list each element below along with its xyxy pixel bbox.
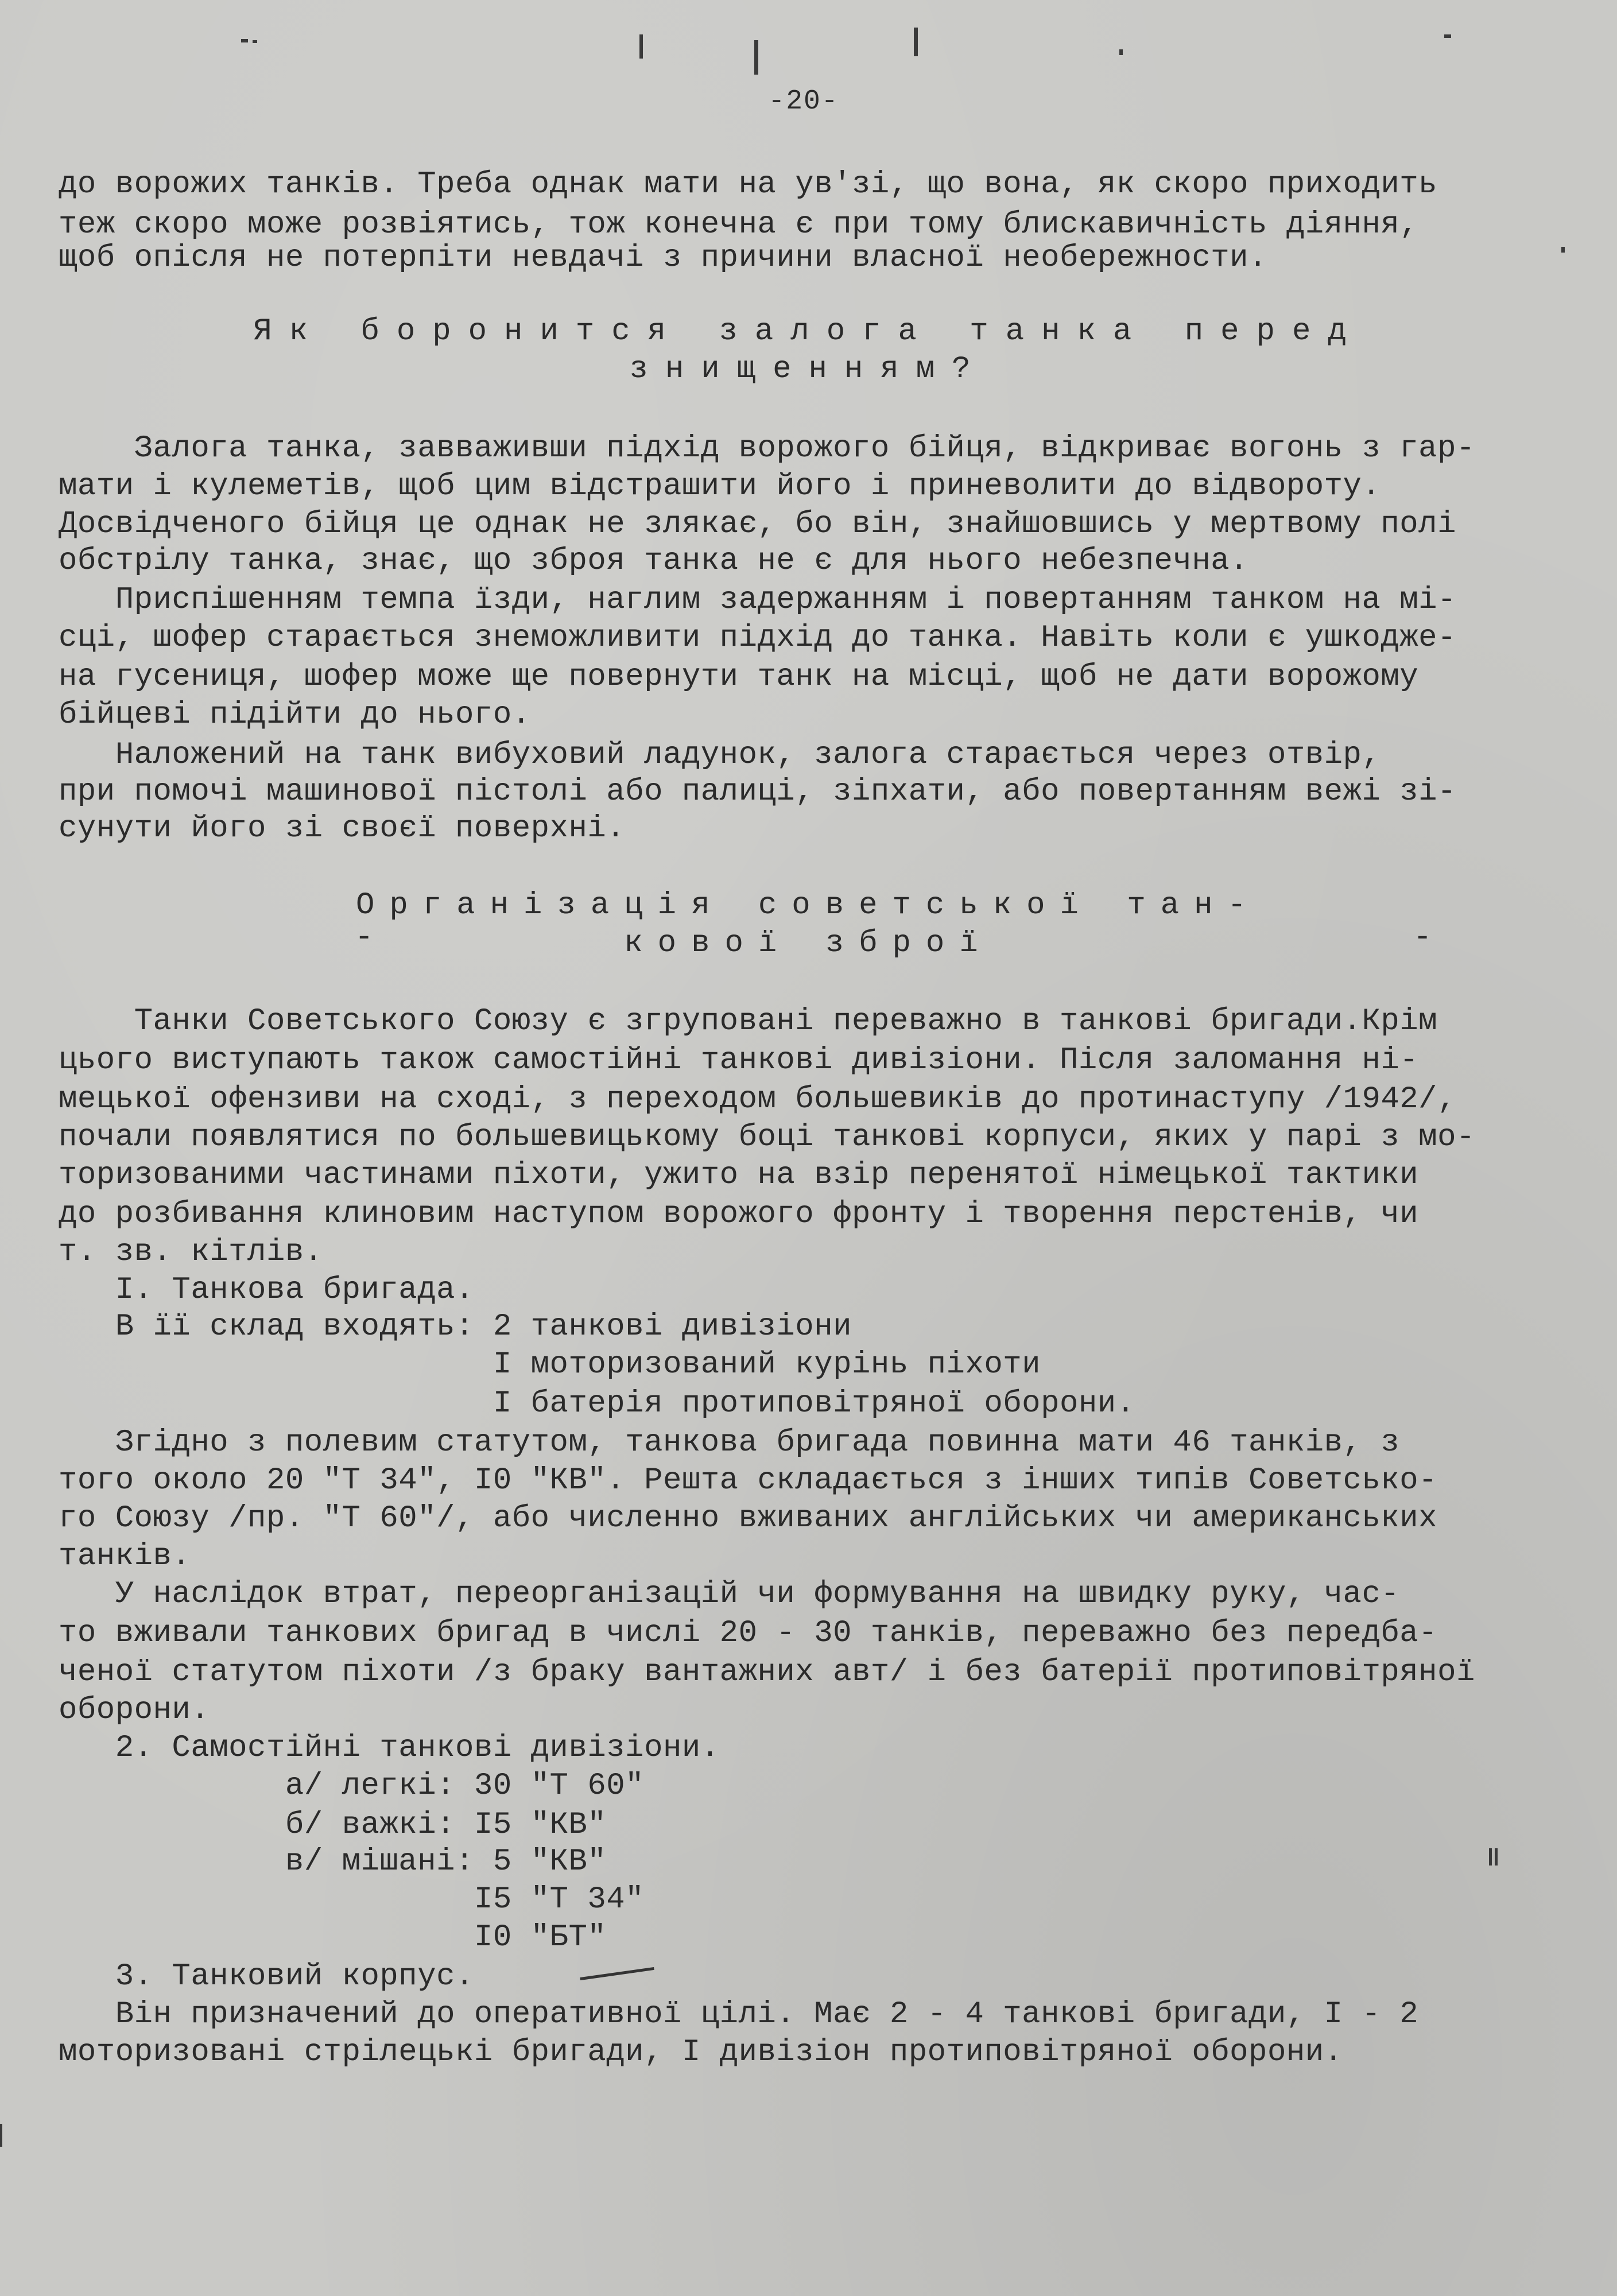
text-line: т. зв. кітлів. bbox=[59, 1235, 323, 1270]
stray-mark bbox=[754, 40, 758, 75]
text-line: Досвідченого бійця це однак не злякає, бо він, знайшовшись у мертвому полі bbox=[59, 507, 1456, 542]
stray-mark bbox=[1495, 1848, 1498, 1865]
text-line: то вживали танкових бригад в числі 20 - 30 танків, переважно без передба- bbox=[59, 1616, 1438, 1651]
stray-mark bbox=[914, 28, 918, 56]
text-line: бійцеві підійти до нього. bbox=[59, 697, 531, 732]
text-line: б/ важкі: I5 "КВ" bbox=[59, 1808, 607, 1843]
text-line: теж скоро може розвіятись, тож конечна є при тому блискавичність діяння, bbox=[59, 207, 1419, 242]
text-line: оборони. bbox=[59, 1693, 210, 1728]
text-line: в/ мішані: 5 "КВ" bbox=[59, 1844, 607, 1879]
text-line: на гусениця, шофер може ще повернути танк на місці, щоб не дати ворожому bbox=[59, 660, 1419, 695]
section-title: знищенням? bbox=[629, 352, 988, 387]
stray-mark bbox=[1561, 247, 1565, 253]
stray-mark bbox=[639, 34, 643, 59]
text-line: В її склад входять: 2 танкові дивізіони bbox=[59, 1309, 852, 1344]
heading-dash: - bbox=[355, 920, 374, 955]
text-line: торизованими частинами піхоти, ужито на взір перенятої німецької тактики bbox=[59, 1158, 1419, 1193]
text-line: 3. Танковий корпус. bbox=[59, 1959, 474, 1994]
stray-mark bbox=[0, 2124, 2, 2147]
text-line: Наложений на танк вибуховий ладунок, залога старається через отвір, bbox=[59, 738, 1381, 773]
stray-mark bbox=[241, 39, 248, 42]
text-line: I0 "БТ" bbox=[59, 1920, 607, 1955]
stray-mark bbox=[1119, 49, 1123, 55]
text-line: до ворожих танків. Треба однак мати на ув'зі, що вона, як скоро приходить bbox=[59, 167, 1438, 202]
text-line: сунути його зі своєї поверхні. bbox=[59, 811, 626, 846]
text-line: щоб опісля не потерпіти невдачі з причини власної необережности. bbox=[59, 241, 1267, 276]
page-number: -20- bbox=[768, 86, 839, 117]
text-line: Танки Советського Союзу є згруповані переважно в танкові бригади.Крім bbox=[59, 1004, 1438, 1039]
text-line: моторизовані стрілецькі бригади, I дивізіон протиповітряної оборони. bbox=[59, 2035, 1343, 2070]
text-line: ченої статутом піхоти /з браку вантажних авт/ і без батерії протиповітряної bbox=[59, 1655, 1475, 1690]
text-line: Залога танка, завваживши підхід ворожого бійця, відкриває вогонь з гар- bbox=[59, 431, 1475, 466]
text-line: Приспішенням темпа їзди, наглим задержанням і повертанням танком на мі- bbox=[59, 583, 1456, 618]
text-line: при помочі машинової пістолі або палиці, зіпхати, або повертанням вежі зі- bbox=[59, 774, 1456, 809]
text-line: почали появлятися по большевицькому боці танкові корпуси, яких у парі з мо- bbox=[59, 1120, 1475, 1155]
text-line: мецької офензиви на сході, з переходом большевиків до протинаступу /1942/, bbox=[59, 1082, 1456, 1117]
text-line: Згідно з полевим статутом, танкова бригада повинна мати 46 танків, з bbox=[59, 1425, 1400, 1460]
text-line: I батерія протиповітряної оборони. bbox=[59, 1386, 1135, 1421]
section-title: кової зброї bbox=[624, 926, 993, 961]
text-line: цього виступають також самостійні танкові дивізіони. Після заломання ні- bbox=[59, 1043, 1419, 1078]
text-line: Він призначений до оперативної цілі. Має 2 - 4 танкові бригади, I - 2 bbox=[59, 1997, 1419, 2032]
stray-mark bbox=[1444, 34, 1451, 38]
text-line: 2. Самостійні танкові дивізіони. bbox=[59, 1731, 720, 1766]
text-line: го Союзу /пр. "Т 60"/, або численно вживаних англійських чи американських bbox=[59, 1501, 1438, 1536]
text-line: танків. bbox=[59, 1539, 191, 1574]
text-line: мати і кулеметів, щоб цим відстрашити його і приневолити до відвороту. bbox=[59, 469, 1381, 504]
section-title: Як боронится залога танка перед bbox=[253, 314, 1364, 349]
text-line: сці, шофер старається знеможливити підхід до танка. Навіть коли є ушкодже- bbox=[59, 620, 1456, 656]
text-line: I5 "Т 34" bbox=[59, 1882, 645, 1917]
text-line: I моторизований курінь піхоти bbox=[59, 1347, 1041, 1382]
pen-stroke bbox=[580, 1967, 654, 1980]
text-line: обстрілу танка, знає, що зброя танка не є для нього небезпечна. bbox=[59, 544, 1249, 579]
stray-mark bbox=[253, 40, 257, 43]
heading-dash: - bbox=[1413, 920, 1432, 955]
text-line: I. Танкова бригада. bbox=[59, 1273, 474, 1308]
text-line: а/ легкі: 30 "Т 60" bbox=[59, 1768, 645, 1804]
section-title: Організація советської тан- bbox=[356, 888, 1261, 923]
text-line: У наслідок втрат, переорганізацій чи формування на швидку руку, час- bbox=[59, 1577, 1400, 1612]
text-line: до розбивання клиновим наступом ворожого фронту і творення перстенів, чи bbox=[59, 1197, 1419, 1232]
stray-mark bbox=[1489, 1848, 1492, 1865]
text-line: того около 20 "Т 34", I0 "КВ". Решта складається з інших типів Советсько- bbox=[59, 1463, 1438, 1498]
